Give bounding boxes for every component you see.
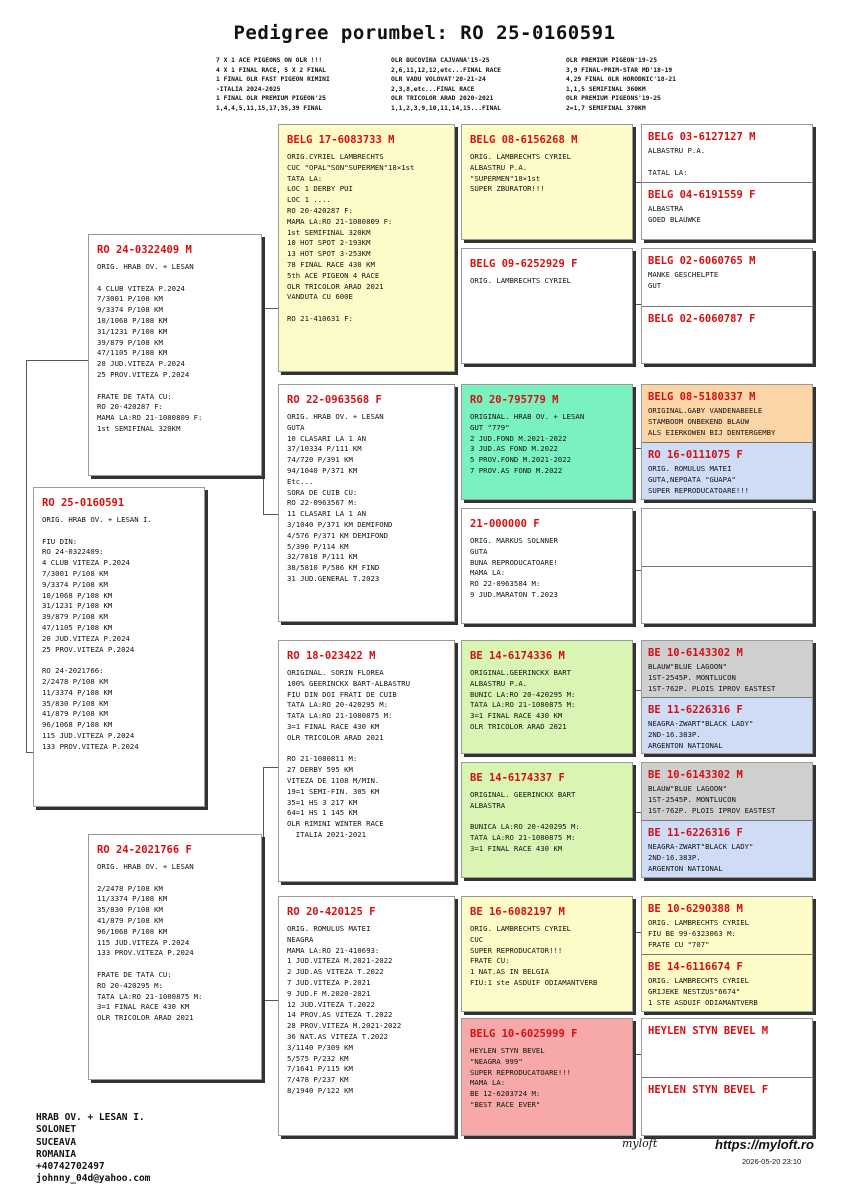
connector-gen2-4 <box>455 932 456 1054</box>
connector-sire-bottom <box>263 514 278 515</box>
gen2-card-1[interactable] <box>278 124 455 372</box>
gen4-box-8 <box>641 1018 813 1136</box>
sire-details: ORIG. HRAB OV. + LESAN 4 CLUB VITEZA P.2024 7/3001 P/108 KM 9/3374 P/108 KM 10/1068 P/108 KM 31/1231 P/108 KM 39/879 P/108 KM 47/1105 P/108 KM 20 JUD.VITEZA P.2024 25 PROV.VITEZA P.2024 FRATE DE TATA CU: RO 20-420287 F: MAMA LA:RO 21-1080809 F: 1st SEMIFINAL 320KM <box>97 262 203 433</box>
gen4-ring: BELG 03-6127127 M <box>648 131 756 143</box>
gen3-details: ORIGINAL. HRAB OV. + LESAN GUT "779" 2 JUD.FOND M.2021-2022 3 JUD.AS FOND M.2022 5 PROV.FOND M.2021-2022 7 PROV.AS FOND M.2022 <box>470 412 585 475</box>
timestamp: 2026-05-20 23:10 <box>742 1157 802 1166</box>
gen3-ring: BELG 10-6025999 F <box>470 1028 578 1040</box>
gen4-ring: BELG 04-6191559 F <box>648 189 756 201</box>
gen3-card-3[interactable] <box>461 384 633 500</box>
gen4-details: BLAUW"BLUE LAGOON" 1ST-2545P. MONTLUCON 1ST-762P. PLOIS IPROV EASTEST <box>648 784 776 815</box>
gen4-box-4 <box>641 508 813 624</box>
header-achievements-col-2: OLR BUCOVINA CAJVANA'15-25 2,6,11,12,12,etc...FINAL RACE OLR VADU VOLOVAT'20-21-24 2,3,8,etc...FINAL RACE OLR TRICOLOR ARAD 2020-2021 1,1,2,3,9,10,11,14,15...FINAL <box>391 57 501 112</box>
gen4-ring: BELG 08-5180337 M <box>648 391 756 403</box>
gen3-card-1[interactable] <box>461 124 633 240</box>
gen4-ancestor[interactable] <box>642 249 812 307</box>
gen4-ring: BE 14-6116674 F <box>648 961 743 973</box>
gen4-ring: BE 10-6143302 M <box>648 769 743 781</box>
gen4-ring: BE 10-6143302 M <box>648 647 743 659</box>
gen3-details: HEYLEN STYN BEVEL "NEAGRA 999" SUPER REPRODUCATOARE!!! MAMA LA: BE 12-6203724 M: "BEST RACE EVER" <box>470 1046 572 1109</box>
connector-dam-bottom <box>263 1000 278 1001</box>
connector-gen3 <box>633 690 641 691</box>
gen3-ring: BE 14-6174337 F <box>470 772 565 784</box>
gen4-ancestor[interactable] <box>642 183 812 240</box>
connector-gen2-3 <box>455 690 456 812</box>
connector-gen3 <box>633 812 641 813</box>
header-achievements-col-3: OLR PREMIUM PIGEON'19-25 3,9 FINAL-PRIM-STAR MD'18-19 4,29 FINAL OLR HORODNIC'18-21 1,1,5 SEMIFINAL 360KM OLR PREMIUM PIGEONS'19-25 2=1,7 SEMIFINAL 370KM <box>566 57 676 112</box>
gen4-ring: BELG 02-6060787 F <box>648 313 756 325</box>
subject-ring: RO 25-0160591 <box>42 497 125 509</box>
gen4-details <box>642 325 812 328</box>
gen2-ring: RO 20-420125 F <box>287 906 376 918</box>
gen3-details: ORIG. LAMBRECHTS CYRIEL CUC SUPER REPRODUCATOR!!! FRATE CU: 1 NAT.AS IN BELGIA FIU:1 ste ASDUIF ODIAMANTVERB <box>470 924 598 987</box>
gen4-details: ORIG. ROMULUS MATEI GUTA,NEPOATA "GUAPA" SUPER REPRODUCATOARE!!! <box>648 464 750 495</box>
gen4-ancestor[interactable] <box>642 443 812 500</box>
gen4-box-1 <box>641 124 813 240</box>
gen4-ancestor[interactable] <box>642 897 812 955</box>
connector-sire <box>263 308 264 514</box>
gen4-ancestor[interactable] <box>642 125 812 183</box>
gen4-details: MANKE GESCHELPTE GUT <box>648 270 719 290</box>
gen3-card-2[interactable] <box>461 248 633 364</box>
gen3-ring: BELG 08-6156268 M <box>470 134 578 146</box>
gen2-details: ORIG.CYRIEL LAMBRECHTS CUC "OPAL"SON"SUPERMEN"18×1st TATA LA: LOC 1 DERBY PUI LOC 1 .... RO 20-420287 F: MAMA LA:RO 21-1080809 F: 1st SEMIFINAL 320KM 10 HOT SPOT 2-193KM 13 HOT SPOT 3-253KM 78 FINAL RACE 430 KM 5th ACE PIGEON 4 RACE OLR TRICOLOR ARAD 2021 VANDUTA CU 600E RO 21-410631 F: <box>287 152 415 323</box>
gen4-ring: HEYLEN STYN BEVEL F <box>648 1084 769 1096</box>
gen3-details: ORIG. MARKUS SOLNNER GUTA BUNA REPRODUCATOARE! MAMA LA: RO 22-0963584 M: 9 JUD.MARATON T.2023 <box>470 536 558 599</box>
gen4-details: ALBASTRA GOED BLAUWKE <box>648 204 701 224</box>
connector-gen3 <box>633 570 641 571</box>
gen2-ring: RO 22-0963568 F <box>287 394 382 406</box>
gen2-details: ORIGINAL. SORIN FLOREA 100% GEERINCKX BART-ALBASTRU FIU DIN DOI FRATI DE CUIB TATA LA:RO 20-420295 M: TATA LA:RO 21-1080875 M: 3=1 FINAL RACE 430 KM OLR TRICOLOR ARAD 2021 RO 21-1080811 M: 27 DERBY 595 KM VITEZA DE 1108 M/MIN. 19=1 SEMI-FIN. 305 KM 35=1 HS 3 217 KM 64=1 HS 1 145 KM OLR RIMINI WINTER RACE ITALIA 2021-2021 <box>287 668 411 839</box>
sire-ring: RO 24-0322409 M <box>97 244 192 256</box>
gen4-ancestor[interactable] <box>642 1019 812 1078</box>
connector-gen2-2 <box>455 448 456 570</box>
gen4-ancestor-empty[interactable] <box>642 567 812 624</box>
gen4-ring: BELG 02-6060765 M <box>648 255 756 267</box>
gen4-ring: BE 11-6226316 F <box>648 704 743 716</box>
gen4-ancestor[interactable] <box>642 1078 812 1136</box>
gen4-ring: HEYLEN STYN BEVEL M <box>648 1025 769 1037</box>
gen3-ring: BELG 09-6252929 F <box>470 258 578 270</box>
gen3-ring: RO 20-795779 M <box>470 394 559 406</box>
dam-card[interactable] <box>88 834 262 1080</box>
gen3-card-5[interactable] <box>461 640 633 754</box>
gen4-details: ALBASTRU P.A. TATAL LA: <box>648 146 706 177</box>
gen4-box-6 <box>641 762 813 878</box>
gen4-ancestor[interactable] <box>642 955 812 1012</box>
header-achievements-col-1: 7 X 1 ACE PIGEONS ON OLR !!! 4 X 1 FINAL RACE, 5 X 2 FINAL 1 FINAL OLR FAST PIGEON RIMINI -ITALIA 2024-2025 1 FINAL OLR PREMIUM PIGEON'25 1,4,4,5,11,15,17,35,39 FINAL <box>216 57 330 112</box>
connector-dam <box>263 767 264 1000</box>
gen4-details: ORIGINAL.GABY VANDENABEELE STAMBOOM ONBEKEND BLAUW ALS EIERKOWEN BIJ DENTERGEMBY <box>648 406 776 437</box>
gen4-ancestor[interactable] <box>642 641 812 698</box>
breeder-village: SOLONET <box>36 1124 77 1136</box>
connector-gen3 <box>633 448 641 449</box>
gen2-ring: RO 18-023422 M <box>287 650 376 662</box>
gen4-box-7 <box>641 896 813 1012</box>
gen4-ancestor[interactable] <box>642 698 812 754</box>
gen4-ring <box>642 509 812 515</box>
connector-gen3 <box>633 182 641 183</box>
sire-card[interactable] <box>88 234 262 476</box>
gen2-card-3[interactable] <box>278 640 455 882</box>
dam-details: ORIG. HRAB OV. + LESAN 2/2478 P/108 KM 11/3374 P/108 KM 35/830 P/108 KM 41/879 P/108 KM 96/1068 P/108 KM 115 JUD.VITEZA P.2024 133 PROV.VITEZA P.2024 FRATE DE TATA CU: RO 20-420295 M: TATA LA:RO 21-1080875 M: 3=1 FINAL RACE 430 KM OLR TRICOLOR ARAD 2021 <box>97 862 203 1023</box>
gen3-card-6[interactable] <box>461 762 633 878</box>
site-link[interactable]: https://myloft.ro <box>715 1137 814 1152</box>
connector-gen2-1 <box>455 182 456 304</box>
page-title: Pedigree porumbel: RO 25-0160591 <box>233 22 616 44</box>
gen4-ring: RO 16-0111075 F <box>648 449 743 461</box>
breeder-contact <box>36 1112 150 1186</box>
connector-gen3 <box>633 304 641 305</box>
gen4-box-3 <box>641 384 813 500</box>
gen3-details: ORIGINAL.GEERINCKX BART ALBASTRU P.A. BUNIC LA:RO 20-420295 M: TATA LA:RO 21-1080875 M: 3=1 FINAL RACE 430 KM OLR TRICOLOR ARAD 2021 <box>470 668 576 731</box>
gen3-details: ORIG. LAMBRECHTS CYRIEL <box>470 276 572 285</box>
gen3-card-8[interactable] <box>461 1018 633 1136</box>
gen3-card-7[interactable] <box>461 896 633 1012</box>
gen4-ring: BE 10-6290388 M <box>648 903 743 915</box>
subject-card[interactable] <box>33 487 205 807</box>
gen3-ring: 21-000000 F <box>470 518 540 530</box>
gen4-details: ORIG. LAMBRECHTS CYRIEL FIU BE 99-6323063 M: FRATE CU "707" <box>648 918 750 949</box>
gen4-ancestor-empty[interactable] <box>642 509 812 567</box>
connector-sire-top <box>263 308 278 309</box>
gen4-ancestor[interactable] <box>642 385 812 443</box>
breeder-county: SUCEAVA <box>36 1136 77 1148</box>
connector-subject <box>26 360 27 752</box>
gen4-details: NEAGRA-ZWART"BLACK LADY" 2ND-16.383P. ARGENTON NATIONAL <box>648 719 754 750</box>
gen2-card-4[interactable] <box>278 896 455 1136</box>
gen4-ring <box>642 567 812 573</box>
gen4-ring: BE 11-6226316 F <box>648 827 743 839</box>
gen2-card-2[interactable] <box>278 384 455 622</box>
gen3-details: ORIGINAL. GEERINCKX BART ALBASTRA BUNICA LA:RO 20-420295 M: TATA LA:RO 21-1080875 M: 3=1 FINAL RACE 430 KM <box>470 790 580 853</box>
connector-dam-top <box>263 767 278 768</box>
gen4-ancestor[interactable] <box>642 763 812 821</box>
gen2-details: ORIG. HRAB OV. + LESAN GUTA 10 CLASARI LA 1 AN 37/10334 P/111 KM 74/720 P/391 KM 94/1040 P/371 KM Etc... SORA DE CUIB CU: RO 22-0963567 M: 11 CLASARI LA 1 AN 3/1040 P/371 KM DEMIFOND 4/576 P/371 KM DEMIFOND 5/390 P/114 KM 32/7818 P/111 KM 38/5810 P/586 KM FIND 31 JUD.GENERAL T.2023 <box>287 412 393 583</box>
gen2-ring: BELG 17-6083733 M <box>287 134 395 146</box>
subject-details: ORIG. HRAB OV. + LESAN I. FIU DIN: RO 24-0322409: 4 CLUB VITEZA P.2024 7/3001 P/108 KM 9/3374 P/108 KM 10/1068 P/108 KM 31/1231 P/108 KM 39/879 P/108 KM 47/1105 P/108 KM 20 JUD.VITEZA P.2024 25 PROV.VITEZA P.2024 RO 24-2021766: 2/2478 P/108 KM 11/3374 P/108 KM 35/830 P/108 KM 41/879 P/108 KM 96/1068 P/108 KM 115 JUD.VITEZA P.2024 133 PROV.VITEZA P.2024 <box>42 515 152 751</box>
gen4-ancestor[interactable] <box>642 821 812 878</box>
gen4-box-5 <box>641 640 813 754</box>
gen3-ring: BE 16-6082197 M <box>470 906 565 918</box>
dam-ring: RO 24-2021766 F <box>97 844 192 856</box>
gen3-ring: BE 14-6174336 M <box>470 650 565 662</box>
gen3-details: ORIG. LAMBRECHTS CYRIEL ALBASTRU P.A. "SUPERMEN"18×1st SUPER ZBURATOR!!! <box>470 152 572 194</box>
gen4-details: NEAGRA-ZWART"BLACK LADY" 2ND-16.383P. ARGENTON NATIONAL <box>648 842 754 873</box>
gen4-box-2 <box>641 248 813 364</box>
gen3-card-4[interactable] <box>461 508 633 624</box>
connector-gen3 <box>633 932 641 933</box>
gen4-ancestor[interactable] <box>642 307 812 364</box>
connector-gen3 <box>633 1054 641 1055</box>
gen4-details: ORIG. LAMBRECHTS CYRIEL GRIJEKE NESTZUS"6674" 1 STE ASDUIF ODIAMANTVERB <box>648 976 758 1007</box>
connector-subject-top <box>26 360 88 361</box>
breeder-phone[interactable]: +40742702497 <box>36 1161 105 1173</box>
signature-logo: myloft <box>622 1137 658 1150</box>
breeder-country: ROMANIA <box>36 1148 77 1160</box>
breeder-name: HRAB OV. + LESAN I. <box>36 1112 145 1123</box>
gen2-details: ORIG. ROMULUS MATEI NEAGRA MAMA LA:RO 21-410693: 1 JUD.VITEZA M.2021-2022 2 JUD.AS VITEZA T.2022 7 JUD.VITEZA P.2021 9 JUD.F M.2020-2021 12 JUD.VITEZA T.2022 14 PROV.AS VITEZA T.2022 28 PROV.VITEZA M.2021-2022 36 NAT.AS VITEZA T.2022 3/1140 P/309 KM 5/575 P/232 KM 7/1641 P/115 KM 7/478 P/237 KM 8/1940 P/122 KM <box>287 924 402 1095</box>
gen4-details: BLAUW"BLUE LAGOON" 1ST-2545P. MONTLUCON 1ST-762P. PLOIS IPROV EASTEST <box>648 662 776 693</box>
breeder-email[interactable]: johnny_04d@yahoo.com <box>36 1173 151 1185</box>
